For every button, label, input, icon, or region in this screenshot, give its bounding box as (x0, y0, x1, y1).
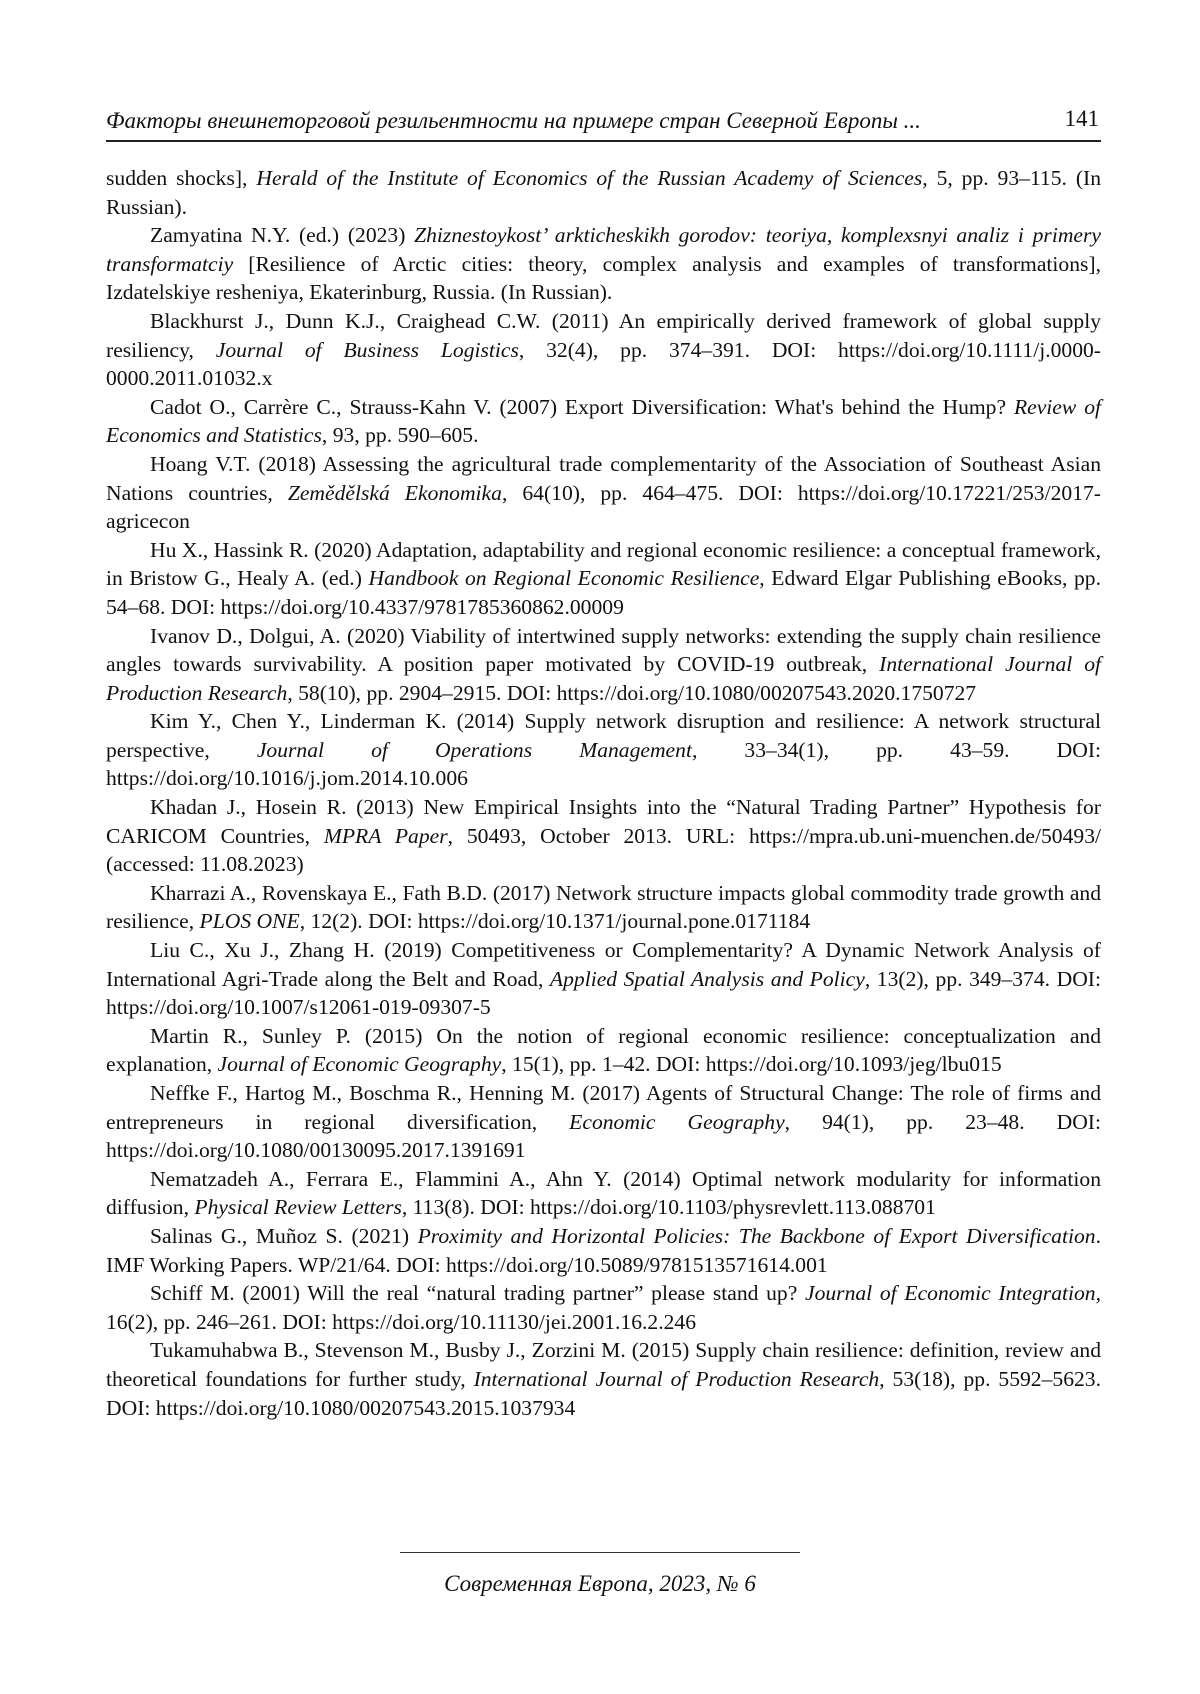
reference-text: Tukamuhabwa B., Stevenson M., Busby J., Zorzini M. (2015) Supply chain resilience: definition, review and theoretical foundations for further study, (106, 1338, 1101, 1391)
footer-divider (400, 1552, 800, 1553)
reference-entry (106, 221, 1101, 307)
reference-entry (106, 393, 1101, 450)
reference-source-title: International Journal of Production Research (473, 1366, 880, 1391)
reference-entry (106, 536, 1101, 622)
reference-text: , 113(8). DOI: https://doi.org/10.1103/physrevlett.113.088701 (401, 1195, 936, 1220)
page-number: 141 (1064, 106, 1099, 131)
reference-source-title: Zhiznestoykost’ arkticheskikh gorodov: teoriya, komplexsnyi analiz i primery transformatciy (106, 223, 1102, 276)
reference-text: Khadan J., Hosein R. (2013) New Empirical Insights into the “Natural Trading Partner” Hypothesis for CARICOM Countries, (106, 795, 1101, 848)
reference-text: , 53(18), pp. 5592–5623. DOI: https://doi.org/10.1080/00207543.2015.1037934 (106, 1366, 1101, 1420)
reference-text: , 13(2), pp. 349–374. DOI: https://doi.org/10.1007/s12061-019-09307-5 (106, 966, 1101, 1020)
reference-list (106, 164, 1101, 1422)
reference-text: Nematzadeh A., Ferrara E., Flammini A., Ahn Y. (2014) Optimal network modularity for information diffusion, (106, 1166, 1101, 1220)
reference-entry (106, 793, 1101, 879)
reference-text: sudden shocks], (106, 166, 257, 190)
reference-source-title: International Journal of Production Research (106, 652, 1101, 705)
reference-text: Hoang V.T. (2018) Assessing the agricultural trade complementarity of the Association of Southeast Asian Nations countries, (106, 451, 1101, 505)
reference-text: Ivanov D., Dolgui, A. (2020) Viability of intertwined supply networks: extending the supply chain resilience angles towards survivability. A position paper motivated by COVID-19 outbreak, (106, 623, 1101, 677)
reference-source-title: Applied Spatial Analysis and Policy (549, 966, 865, 991)
reference-entry (106, 1165, 1101, 1222)
reference-entry (106, 1336, 1101, 1422)
reference-text: Cadot O., Carrère C., Strauss-Kahn V. (2007) Export Diversification: What's behind the Hump? (150, 394, 1014, 419)
reference-text: Blackhurst J., Dunn K.J., Craighead C.W. (2011) An empirically derived framework of global supply resiliency, (106, 308, 1101, 362)
reference-entry (106, 936, 1101, 1022)
reference-entry (106, 622, 1101, 708)
reference-entry (106, 1022, 1101, 1079)
reference-text: , 12(2). DOI: https://doi.org/10.1371/journal.pone.0171184 (299, 909, 811, 934)
reference-entry (106, 1222, 1101, 1279)
reference-text: , 64(10), pp. 464–475. DOI: https://doi.org/10.17221/253/2017-agricecon (106, 480, 1101, 534)
running-header (106, 100, 1101, 142)
reference-text: Martin R., Sunley P. (2015) On the notion of regional economic resilience: conceptualization and explanation, (106, 1023, 1101, 1077)
reference-text: 16(2), pp. 246–261. DOI: https://doi.org/10.11130/jei.2001.16.2.246 (106, 1309, 697, 1334)
reference-source-title: Zemědělská Ekonomika (287, 480, 502, 505)
reference-text: , 93, pp. 590–605. (321, 423, 479, 448)
reference-text: [Resilience of Arctic cities: theory, complex analysis and examples of transformations], Izdatelskiye resheniya, Ekaterinburg, Russia. (In Russian). (106, 251, 1101, 305)
reference-source-title: Review of Economics and Statistics (106, 394, 1101, 448)
reference-text: Hu X., Hassink R. (2020) Adaptation, adaptability and regional economic resilience: a conceptual framework, in Bristow G., Healy A. (ed.) (106, 537, 1101, 591)
reference-text: Liu C., Xu J., Zhang H. (2019) Competitiveness or Complementarity? A Dynamic Network Analysis of International Agri-Trade along the Belt and Road, (106, 938, 1101, 991)
reference-source-title: MPRA Paper (323, 823, 448, 848)
reference-continuation (106, 164, 1101, 221)
reference-text: , 94(1), pp. 23–48. DOI: https://doi.org/10.1080/00130095.2017.1391691 (106, 1109, 1101, 1163)
reference-entry (106, 450, 1101, 536)
running-title: Факторы внешнеторговой резильентности на примере стран Северной Европы ... (106, 108, 921, 133)
reference-entry (106, 1279, 1101, 1336)
journal-footer: Современная Европа, 2023, № 6 (444, 1571, 756, 1596)
reference-source-title: Journal of Business Logistics (215, 337, 519, 362)
reference-text: , 50493, October 2013. URL: https://mpra.ub.uni-muenchen.de/50493/ (accessed: 11.08.2023) (106, 823, 1101, 877)
reference-text: Salinas G., Muñoz S. (2021) (150, 1223, 418, 1248)
reference-source-title: Journal of Economic Geography (217, 1052, 502, 1077)
reference-text: , 32(4), pp. 374–391. DOI: https://doi.org/10.1111/j.0000-0000.2011.01032.x (106, 337, 1101, 391)
reference-text: Schiff M. (2001) Will the real “natural trading partner” please stand up? (150, 1281, 805, 1306)
reference-source-title: Handbook on Regional Economic Resilience (368, 566, 760, 591)
reference-text: Zamyatina N.Y. (ed.) (2023) (150, 223, 415, 248)
reference-source-title: Physical Review Letters (194, 1195, 402, 1220)
reference-text: , 58(10), pp. 2904–2915. DOI: https://doi.org/10.1080/00207543.2020.1750727 (287, 680, 977, 705)
reference-source-title: Journal of Operations Management (256, 737, 692, 762)
reference-text: Kim Y., Chen Y., Linderman K. (2014) Supply network disruption and resilience: A network structural perspective, (106, 709, 1101, 762)
reference-source-title: Economic Geography (569, 1109, 785, 1134)
reference-entry (106, 1079, 1101, 1165)
reference-source-title: PLOS ONE (199, 909, 300, 934)
reference-entry (106, 707, 1101, 793)
reference-text: , 5, pp. 93–115. (In Russian). (106, 166, 1101, 219)
reference-text: Neffke F., Hartog M., Boschma R., Henning M. (2017) Agents of Structural Change: The role of firms and entrepreneurs in regional diversification, (106, 1081, 1101, 1134)
reference-source-title: Journal of Economic Integration, (805, 1281, 1101, 1306)
reference-source-title: Proximity and Horizontal Policies: The Backbone of Export Diversification (417, 1223, 1096, 1248)
reference-text: Kharrazi A., Rovenskaya E., Fath B.D. (2017) Network structure impacts global commodity trade growth and resilience, (106, 880, 1101, 934)
reference-text: . IMF Working Papers. WP/21/64. DOI: https://doi.org/10.5089/9781513571614.001 (106, 1223, 1101, 1277)
reference-source-title: Herald of the Institute of Economics of the Russian Academy of Sciences (256, 166, 923, 190)
reference-text: , Edward Elgar Publishing eBooks, pp. 54–68. DOI: https://doi.org/10.4337/9781785360862.00009 (106, 566, 1101, 619)
reference-text: , 33–34(1), pp. 43–59. DOI: https://doi.org/10.1016/j.jom.2014.10.006 (106, 737, 1102, 791)
reference-text: , 15(1), pp. 1–42. DOI: https://doi.org/10.1093/jeg/lbu015 (501, 1052, 1002, 1077)
reference-entry (106, 879, 1101, 936)
reference-entry (106, 307, 1101, 393)
